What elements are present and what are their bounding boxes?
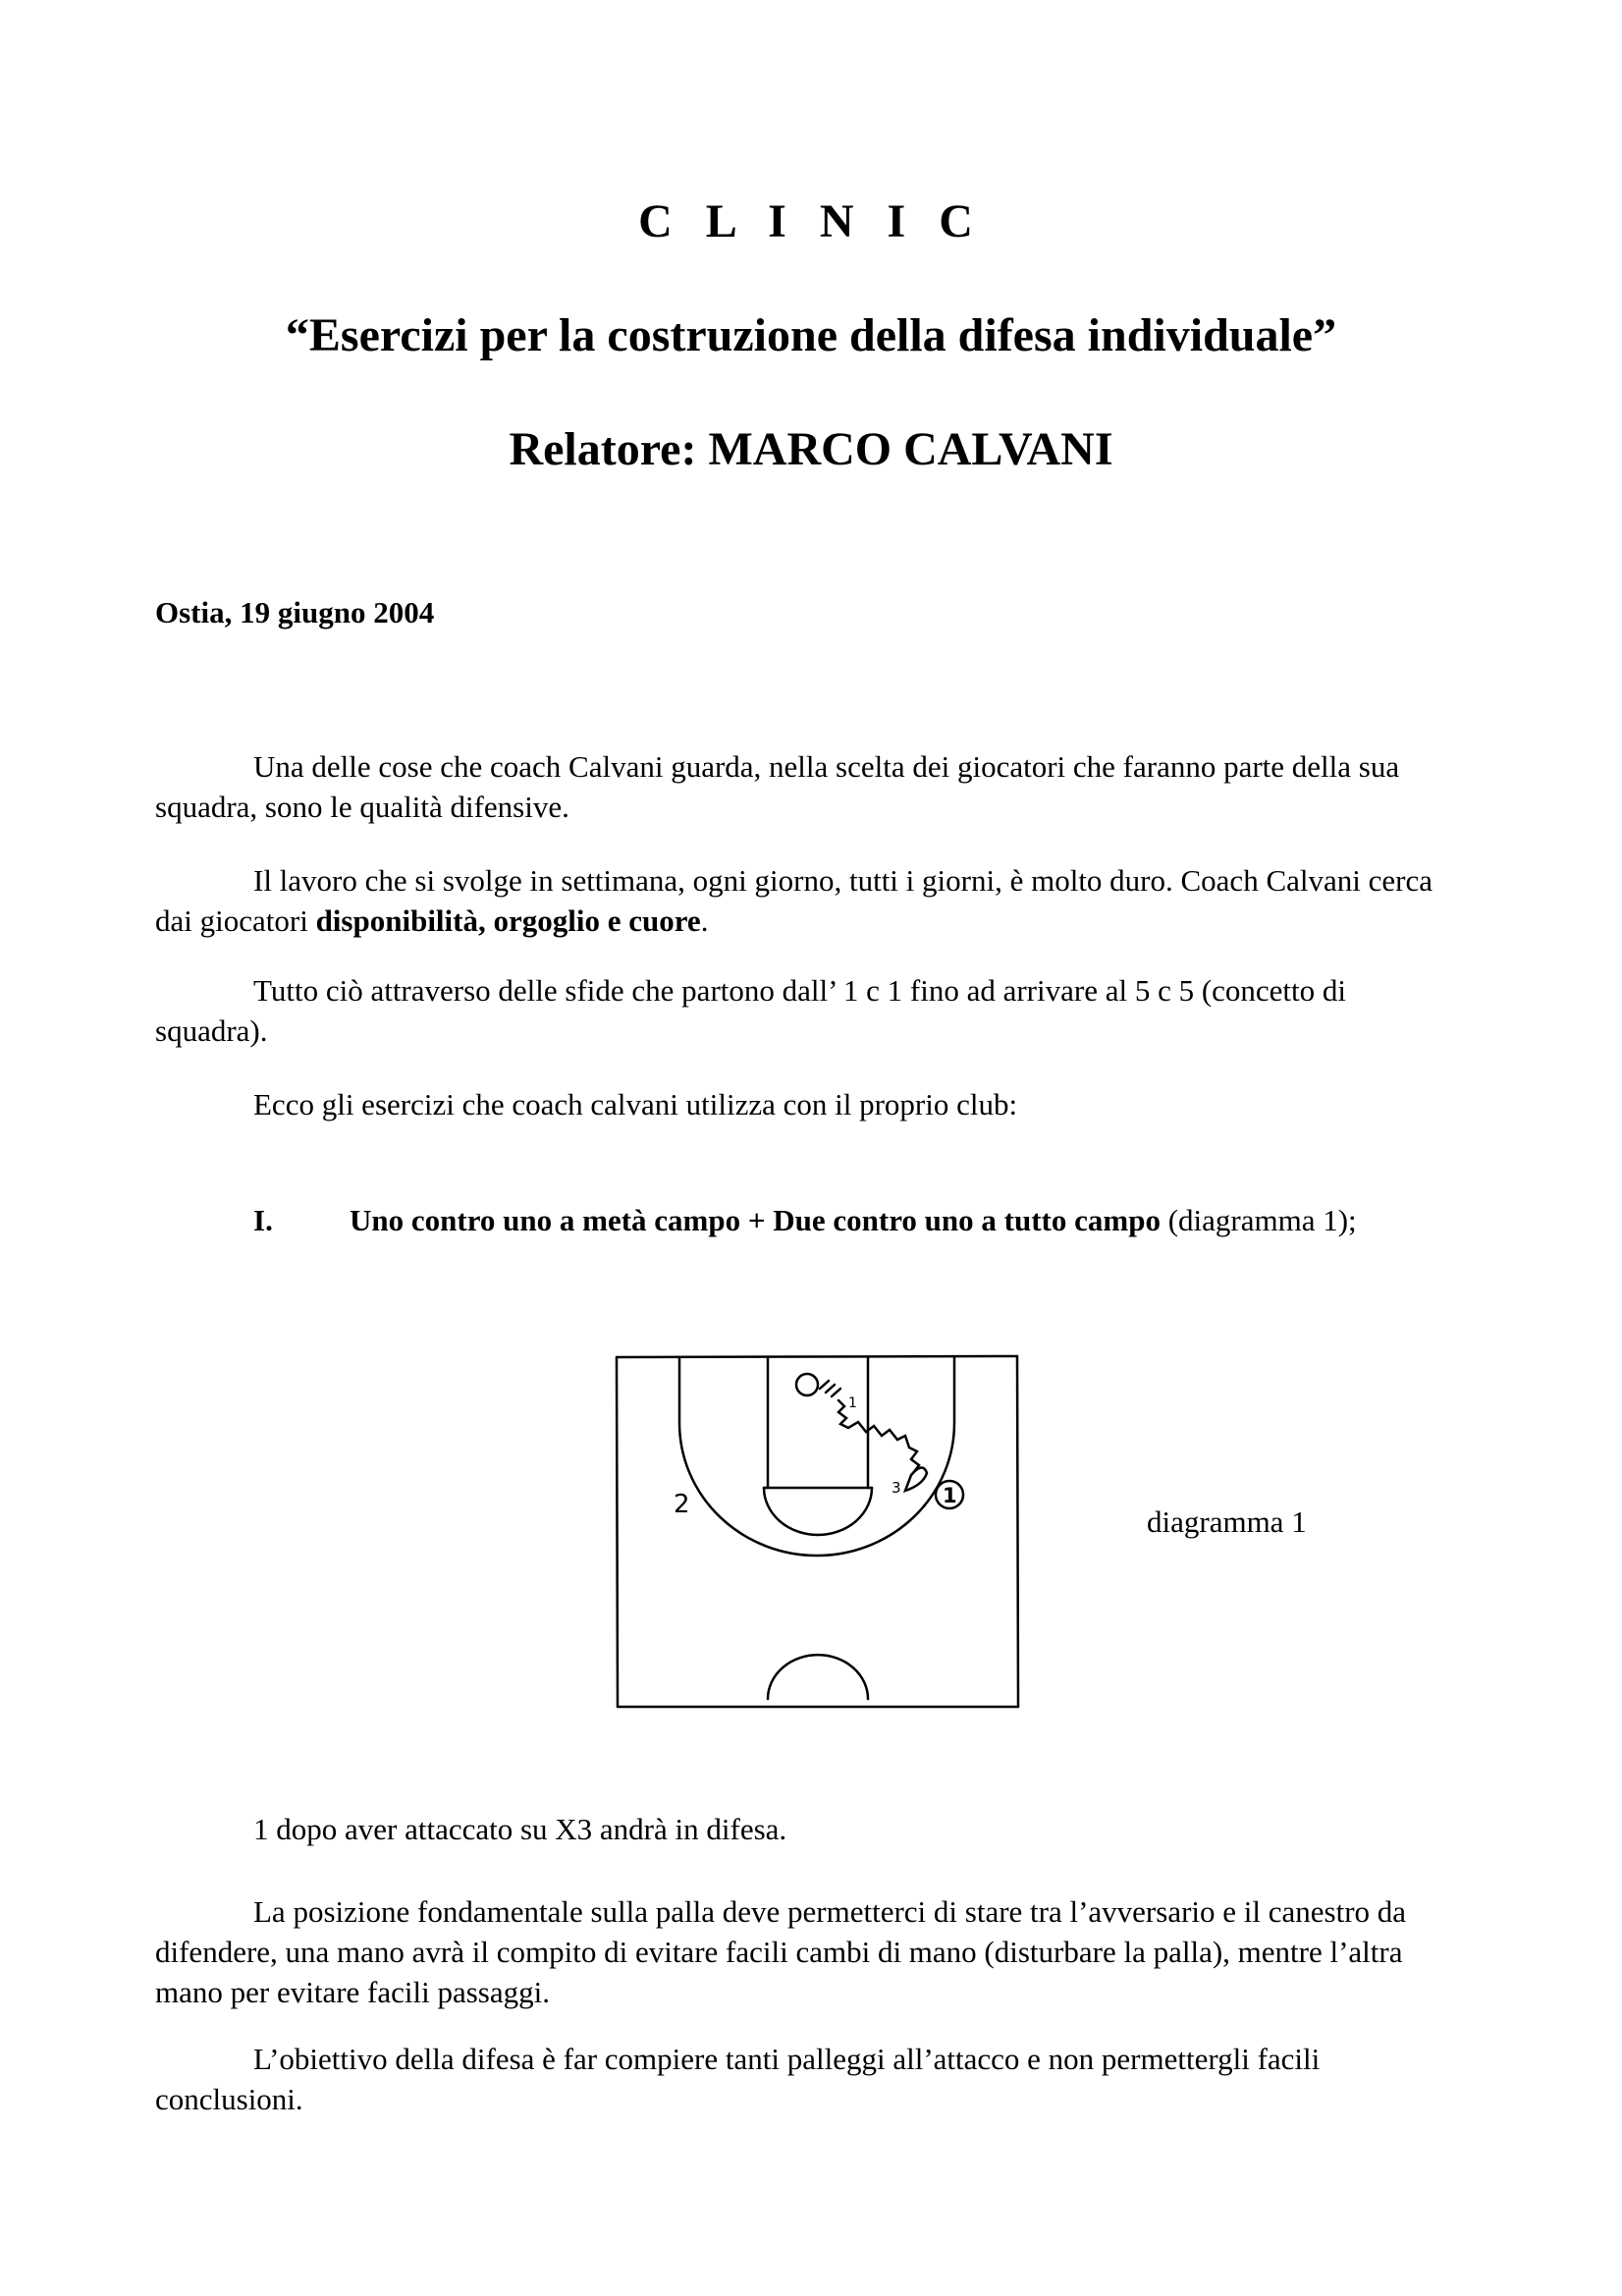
player-2-label: 2: [674, 1490, 690, 1519]
left-sideline: [617, 1357, 618, 1707]
intro-paragraph-2-bold: disponibilità, orgoglio e cuore: [315, 903, 701, 938]
speaker-line: Relatore: MARCO CALVANI: [509, 423, 1113, 475]
exercise-title: Uno contro uno a metà campo + Due contro uno a tutto campo: [350, 1203, 1161, 1237]
defender-x3-icon: [905, 1467, 927, 1491]
baseline-line: [617, 1356, 1017, 1357]
clinic-subtitle: “Esercizi per la costruzione della difesa individuale”: [285, 309, 1337, 361]
ball-icon: [796, 1374, 818, 1395]
dribble-path-icon: [838, 1400, 919, 1473]
exercise-item: [253, 1200, 1461, 1240]
intro-paragraph-3: Tutto ciò attraverso delle sfide che partono dall’ 1 c 1 fino ad arrivare al 5 c 5 (concetto di squadra).: [155, 973, 1347, 1048]
intro-paragraph-2-text: Il lavoro che si svolge in settimana, ogni giorno, tutti i giorni, è molto duro. Coach Calvani cerca dai giocatori: [155, 863, 1433, 938]
intro-paragraph-2-end: .: [700, 903, 709, 938]
exercise-note: (diagramma 1);: [1160, 1203, 1357, 1237]
court-lines: [617, 1356, 1018, 1707]
right-sideline: [1017, 1356, 1018, 1707]
intro-paragraph-2: [155, 860, 1451, 941]
player-3-label: 3: [892, 1479, 901, 1497]
clinic-title: C L I N I C: [638, 195, 984, 247]
defender-mark-icon: [820, 1381, 840, 1396]
intro-paragraph-1: Una delle cose che coach Calvani guarda, nella scelta dei giocatori che faranno parte della sua squadra, sono le qualità difensive.: [155, 749, 1400, 824]
body-paragraph-7: L’obiettivo della difesa è far compiere tanti palleggi all’attacco e non permettergli facili conclusioni.: [155, 2042, 1321, 2116]
exercise-number: I.: [253, 1203, 273, 1237]
date-line: Ostia, 19 giugno 2004: [155, 595, 435, 629]
diagram-caption: diagramma 1: [1147, 1504, 1307, 1539]
free-throw-circle: [764, 1488, 872, 1535]
court-diagram: [611, 1349, 1023, 1713]
center-circle: [768, 1655, 868, 1699]
body-paragraph-6: La posizione fondamentale sulla palla deve permetterci di stare tra l’avversario e il canestro da difendere, una mano avrà il compito di evitare facili cambi di mano (disturbare la palla), mentre l’altra mano per evitare facili passaggi.: [155, 1894, 1407, 2009]
body-paragraph-5: 1 dopo aver attaccato su X3 andrà in difesa.: [253, 1812, 787, 1846]
player-1-label: 1: [943, 1484, 957, 1507]
intro-paragraph-4: Ecco gli esercizi che coach calvani utilizza con il proprio club:: [253, 1087, 1018, 1121]
dribble-label: 1: [848, 1395, 857, 1411]
